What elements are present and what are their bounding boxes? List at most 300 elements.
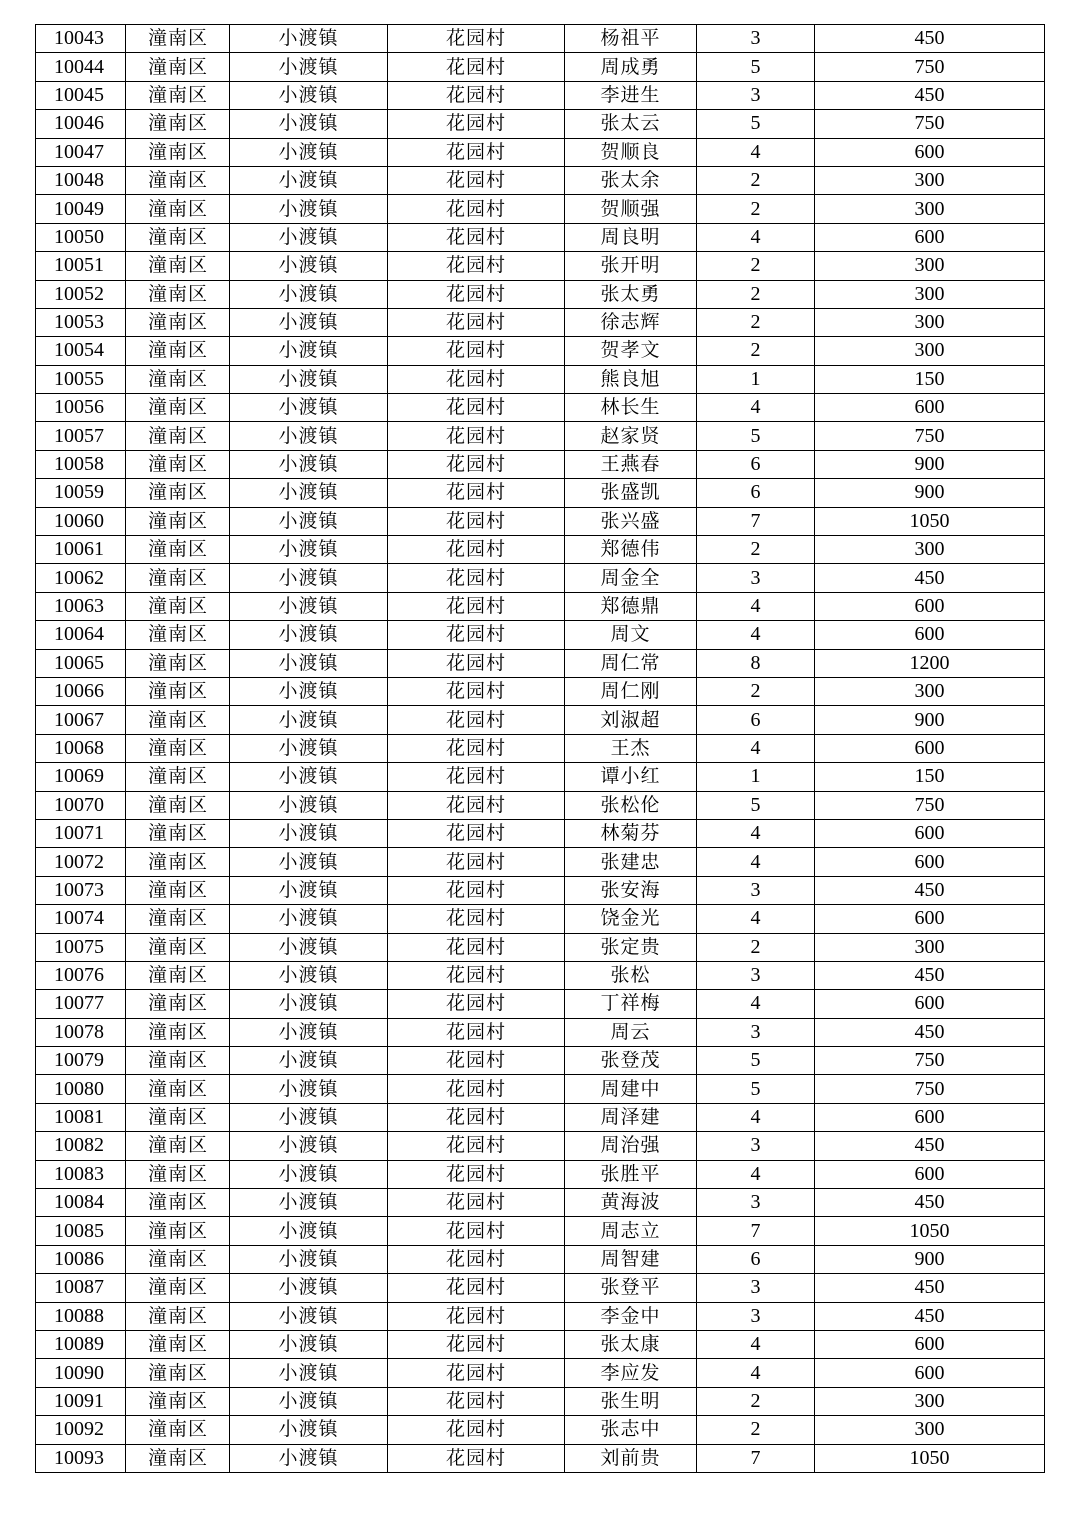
cell-people: 1	[697, 365, 815, 393]
cell-amount: 450	[815, 876, 1045, 904]
cell-amount: 600	[815, 223, 1045, 251]
cell-amount: 750	[815, 53, 1045, 81]
cell-town: 小渡镇	[230, 791, 388, 819]
cell-district: 潼南区	[126, 1274, 230, 1302]
cell-district: 潼南区	[126, 25, 230, 53]
cell-village: 花园村	[388, 81, 565, 109]
cell-amount: 450	[815, 25, 1045, 53]
cell-id: 10086	[36, 1245, 126, 1273]
cell-district: 潼南区	[126, 252, 230, 280]
cell-village: 花园村	[388, 1416, 565, 1444]
table-row	[36, 25, 1045, 53]
cell-amount: 750	[815, 1075, 1045, 1103]
cell-name: 李应发	[565, 1359, 697, 1387]
cell-village: 花园村	[388, 564, 565, 592]
table-row	[36, 819, 1045, 847]
cell-village: 花园村	[388, 990, 565, 1018]
cell-amount: 300	[815, 252, 1045, 280]
cell-people: 5	[697, 110, 815, 138]
cell-town: 小渡镇	[230, 1160, 388, 1188]
cell-town: 小渡镇	[230, 1132, 388, 1160]
cell-people: 4	[697, 138, 815, 166]
cell-people: 4	[697, 621, 815, 649]
cell-people: 6	[697, 450, 815, 478]
cell-id: 10053	[36, 308, 126, 336]
cell-amount: 600	[815, 1160, 1045, 1188]
cell-name: 杨祖平	[565, 25, 697, 53]
table-row	[36, 763, 1045, 791]
cell-amount: 450	[815, 1189, 1045, 1217]
cell-district: 潼南区	[126, 905, 230, 933]
table-row	[36, 166, 1045, 194]
cell-id: 10073	[36, 876, 126, 904]
cell-town: 小渡镇	[230, 1189, 388, 1217]
cell-people: 4	[697, 223, 815, 251]
cell-id: 10090	[36, 1359, 126, 1387]
table-row	[36, 1075, 1045, 1103]
cell-town: 小渡镇	[230, 734, 388, 762]
cell-id: 10078	[36, 1018, 126, 1046]
cell-people: 7	[697, 507, 815, 535]
cell-id: 10082	[36, 1132, 126, 1160]
cell-id: 10054	[36, 337, 126, 365]
table-row	[36, 195, 1045, 223]
cell-amount: 450	[815, 961, 1045, 989]
cell-town: 小渡镇	[230, 706, 388, 734]
cell-town: 小渡镇	[230, 564, 388, 592]
cell-people: 3	[697, 1274, 815, 1302]
cell-village: 花园村	[388, 1387, 565, 1415]
cell-village: 花园村	[388, 422, 565, 450]
table-row	[36, 564, 1045, 592]
cell-amount: 600	[815, 734, 1045, 762]
cell-id: 10069	[36, 763, 126, 791]
cell-name: 周建中	[565, 1075, 697, 1103]
cell-town: 小渡镇	[230, 1387, 388, 1415]
cell-name: 张松伦	[565, 791, 697, 819]
cell-town: 小渡镇	[230, 763, 388, 791]
cell-name: 张胜平	[565, 1160, 697, 1188]
cell-village: 花园村	[388, 25, 565, 53]
cell-district: 潼南区	[126, 819, 230, 847]
cell-town: 小渡镇	[230, 308, 388, 336]
cell-amount: 300	[815, 280, 1045, 308]
cell-village: 花园村	[388, 848, 565, 876]
cell-town: 小渡镇	[230, 252, 388, 280]
cell-town: 小渡镇	[230, 166, 388, 194]
cell-id: 10065	[36, 649, 126, 677]
cell-amount: 600	[815, 394, 1045, 422]
cell-amount: 900	[815, 450, 1045, 478]
cell-town: 小渡镇	[230, 1359, 388, 1387]
cell-town: 小渡镇	[230, 961, 388, 989]
cell-town: 小渡镇	[230, 876, 388, 904]
cell-name: 周良明	[565, 223, 697, 251]
cell-amount: 750	[815, 422, 1045, 450]
cell-people: 2	[697, 252, 815, 280]
cell-name: 张建忠	[565, 848, 697, 876]
cell-id: 10058	[36, 450, 126, 478]
cell-town: 小渡镇	[230, 507, 388, 535]
cell-village: 花园村	[388, 961, 565, 989]
cell-town: 小渡镇	[230, 819, 388, 847]
cell-district: 潼南区	[126, 1047, 230, 1075]
cell-name: 张太余	[565, 166, 697, 194]
cell-people: 3	[697, 876, 815, 904]
cell-amount: 300	[815, 337, 1045, 365]
cell-people: 7	[697, 1217, 815, 1245]
cell-village: 花园村	[388, 1359, 565, 1387]
cell-people: 4	[697, 394, 815, 422]
cell-name: 李进生	[565, 81, 697, 109]
cell-id: 10087	[36, 1274, 126, 1302]
cell-district: 潼南区	[126, 848, 230, 876]
cell-id: 10088	[36, 1302, 126, 1330]
cell-id: 10048	[36, 166, 126, 194]
cell-amount: 600	[815, 1103, 1045, 1131]
cell-town: 小渡镇	[230, 81, 388, 109]
table-row	[36, 848, 1045, 876]
cell-id: 10049	[36, 195, 126, 223]
table-row	[36, 1245, 1045, 1273]
cell-amount: 450	[815, 564, 1045, 592]
cell-id: 10077	[36, 990, 126, 1018]
table-row	[36, 621, 1045, 649]
cell-name: 张太云	[565, 110, 697, 138]
cell-id: 10050	[36, 223, 126, 251]
cell-id: 10057	[36, 422, 126, 450]
cell-town: 小渡镇	[230, 649, 388, 677]
cell-name: 周智建	[565, 1245, 697, 1273]
table-row	[36, 1330, 1045, 1358]
cell-village: 花园村	[388, 53, 565, 81]
cell-amount: 150	[815, 365, 1045, 393]
cell-id: 10079	[36, 1047, 126, 1075]
cell-people: 5	[697, 53, 815, 81]
cell-amount: 300	[815, 677, 1045, 705]
cell-name: 张安海	[565, 876, 697, 904]
cell-people: 3	[697, 961, 815, 989]
cell-name: 赵家贤	[565, 422, 697, 450]
cell-name: 贺顺良	[565, 138, 697, 166]
cell-district: 潼南区	[126, 1387, 230, 1415]
table-row	[36, 905, 1045, 933]
cell-town: 小渡镇	[230, 337, 388, 365]
table-row	[36, 450, 1045, 478]
cell-district: 潼南区	[126, 536, 230, 564]
cell-people: 3	[697, 1189, 815, 1217]
cell-village: 花园村	[388, 933, 565, 961]
cell-district: 潼南区	[126, 507, 230, 535]
cell-amount: 450	[815, 1018, 1045, 1046]
cell-town: 小渡镇	[230, 1075, 388, 1103]
cell-amount: 750	[815, 791, 1045, 819]
cell-village: 花园村	[388, 905, 565, 933]
cell-people: 2	[697, 166, 815, 194]
cell-id: 10074	[36, 905, 126, 933]
cell-name: 周金全	[565, 564, 697, 592]
cell-id: 10071	[36, 819, 126, 847]
cell-amount: 450	[815, 1302, 1045, 1330]
cell-town: 小渡镇	[230, 1047, 388, 1075]
table-row	[36, 365, 1045, 393]
cell-town: 小渡镇	[230, 1217, 388, 1245]
cell-name: 张登平	[565, 1274, 697, 1302]
cell-district: 潼南区	[126, 1359, 230, 1387]
cell-town: 小渡镇	[230, 677, 388, 705]
cell-id: 10089	[36, 1330, 126, 1358]
cell-people: 5	[697, 422, 815, 450]
table-row	[36, 422, 1045, 450]
cell-amount: 300	[815, 933, 1045, 961]
cell-people: 5	[697, 791, 815, 819]
cell-amount: 450	[815, 81, 1045, 109]
cell-district: 潼南区	[126, 479, 230, 507]
cell-town: 小渡镇	[230, 1444, 388, 1472]
cell-id: 10064	[36, 621, 126, 649]
cell-name: 郑德伟	[565, 536, 697, 564]
cell-people: 6	[697, 1245, 815, 1273]
table-row	[36, 110, 1045, 138]
cell-amount: 1200	[815, 649, 1045, 677]
cell-town: 小渡镇	[230, 53, 388, 81]
cell-amount: 300	[815, 308, 1045, 336]
cell-people: 4	[697, 905, 815, 933]
cell-town: 小渡镇	[230, 450, 388, 478]
cell-id: 10066	[36, 677, 126, 705]
cell-town: 小渡镇	[230, 195, 388, 223]
cell-people: 2	[697, 195, 815, 223]
cell-people: 3	[697, 81, 815, 109]
cell-village: 花园村	[388, 1330, 565, 1358]
cell-id: 10047	[36, 138, 126, 166]
cell-name: 周云	[565, 1018, 697, 1046]
table-row	[36, 1302, 1045, 1330]
cell-id: 10044	[36, 53, 126, 81]
cell-people: 8	[697, 649, 815, 677]
cell-amount: 750	[815, 110, 1045, 138]
cell-town: 小渡镇	[230, 110, 388, 138]
cell-town: 小渡镇	[230, 223, 388, 251]
table-row	[36, 1217, 1045, 1245]
cell-district: 潼南区	[126, 195, 230, 223]
cell-amount: 600	[815, 1330, 1045, 1358]
table-row	[36, 706, 1045, 734]
cell-amount: 750	[815, 1047, 1045, 1075]
cell-town: 小渡镇	[230, 1302, 388, 1330]
cell-village: 花园村	[388, 763, 565, 791]
cell-id: 10045	[36, 81, 126, 109]
cell-people: 6	[697, 479, 815, 507]
cell-village: 花园村	[388, 734, 565, 762]
cell-district: 潼南区	[126, 308, 230, 336]
cell-district: 潼南区	[126, 1245, 230, 1273]
cell-people: 2	[697, 308, 815, 336]
table-row	[36, 1189, 1045, 1217]
cell-people: 2	[697, 1416, 815, 1444]
cell-town: 小渡镇	[230, 25, 388, 53]
cell-id: 10072	[36, 848, 126, 876]
table-body	[36, 25, 1045, 1473]
cell-village: 花园村	[388, 536, 565, 564]
cell-id: 10056	[36, 394, 126, 422]
cell-village: 花园村	[388, 1018, 565, 1046]
cell-village: 花园村	[388, 365, 565, 393]
cell-amount: 600	[815, 819, 1045, 847]
cell-village: 花园村	[388, 677, 565, 705]
cell-id: 10059	[36, 479, 126, 507]
cell-town: 小渡镇	[230, 1274, 388, 1302]
cell-village: 花园村	[388, 791, 565, 819]
cell-name: 周治强	[565, 1132, 697, 1160]
cell-id: 10046	[36, 110, 126, 138]
cell-amount: 600	[815, 905, 1045, 933]
cell-amount: 1050	[815, 507, 1045, 535]
cell-district: 潼南区	[126, 933, 230, 961]
cell-village: 花园村	[388, 1274, 565, 1302]
cell-village: 花园村	[388, 1160, 565, 1188]
cell-id: 10068	[36, 734, 126, 762]
table-row	[36, 337, 1045, 365]
cell-name: 周成勇	[565, 53, 697, 81]
cell-name: 周志立	[565, 1217, 697, 1245]
cell-district: 潼南区	[126, 1103, 230, 1131]
cell-id: 10055	[36, 365, 126, 393]
cell-people: 2	[697, 677, 815, 705]
cell-people: 7	[697, 1444, 815, 1472]
table-row	[36, 1444, 1045, 1472]
cell-name: 刘前贵	[565, 1444, 697, 1472]
cell-village: 花园村	[388, 1245, 565, 1273]
cell-village: 花园村	[388, 706, 565, 734]
cell-district: 潼南区	[126, 677, 230, 705]
cell-district: 潼南区	[126, 1160, 230, 1188]
table-row	[36, 1160, 1045, 1188]
cell-people: 2	[697, 933, 815, 961]
cell-name: 谭小红	[565, 763, 697, 791]
cell-village: 花园村	[388, 1444, 565, 1472]
cell-name: 贺顺强	[565, 195, 697, 223]
cell-district: 潼南区	[126, 337, 230, 365]
cell-amount: 300	[815, 1387, 1045, 1415]
cell-district: 潼南区	[126, 763, 230, 791]
cell-district: 潼南区	[126, 876, 230, 904]
table-row	[36, 990, 1045, 1018]
cell-name: 黄海波	[565, 1189, 697, 1217]
cell-amount: 600	[815, 592, 1045, 620]
cell-district: 潼南区	[126, 223, 230, 251]
cell-district: 潼南区	[126, 53, 230, 81]
cell-district: 潼南区	[126, 166, 230, 194]
cell-village: 花园村	[388, 138, 565, 166]
cell-people: 2	[697, 536, 815, 564]
cell-district: 潼南区	[126, 1075, 230, 1103]
cell-people: 2	[697, 337, 815, 365]
cell-village: 花园村	[388, 507, 565, 535]
cell-district: 潼南区	[126, 450, 230, 478]
cell-name: 王燕春	[565, 450, 697, 478]
table-row	[36, 1132, 1045, 1160]
cell-district: 潼南区	[126, 280, 230, 308]
table-row	[36, 1416, 1045, 1444]
cell-district: 潼南区	[126, 1302, 230, 1330]
cell-village: 花园村	[388, 450, 565, 478]
cell-town: 小渡镇	[230, 1416, 388, 1444]
cell-id: 10076	[36, 961, 126, 989]
cell-id: 10080	[36, 1075, 126, 1103]
cell-town: 小渡镇	[230, 905, 388, 933]
cell-amount: 600	[815, 848, 1045, 876]
cell-id: 10070	[36, 791, 126, 819]
table-row	[36, 1047, 1045, 1075]
table-row	[36, 1359, 1045, 1387]
table-row	[36, 649, 1045, 677]
cell-town: 小渡镇	[230, 592, 388, 620]
cell-village: 花园村	[388, 337, 565, 365]
cell-id: 10083	[36, 1160, 126, 1188]
cell-id: 10062	[36, 564, 126, 592]
cell-id: 10081	[36, 1103, 126, 1131]
cell-district: 潼南区	[126, 110, 230, 138]
cell-village: 花园村	[388, 252, 565, 280]
cell-amount: 900	[815, 1245, 1045, 1273]
cell-village: 花园村	[388, 166, 565, 194]
cell-village: 花园村	[388, 195, 565, 223]
cell-amount: 450	[815, 1132, 1045, 1160]
table-row	[36, 53, 1045, 81]
cell-town: 小渡镇	[230, 280, 388, 308]
cell-amount: 450	[815, 1274, 1045, 1302]
cell-name: 张太勇	[565, 280, 697, 308]
table-row	[36, 138, 1045, 166]
cell-amount: 600	[815, 138, 1045, 166]
cell-town: 小渡镇	[230, 1330, 388, 1358]
cell-name: 刘淑超	[565, 706, 697, 734]
cell-name: 张盛凯	[565, 479, 697, 507]
cell-village: 花园村	[388, 1217, 565, 1245]
cell-district: 潼南区	[126, 961, 230, 989]
cell-district: 潼南区	[126, 422, 230, 450]
cell-people: 4	[697, 734, 815, 762]
cell-town: 小渡镇	[230, 365, 388, 393]
table-row	[36, 479, 1045, 507]
cell-amount: 300	[815, 195, 1045, 223]
cell-village: 花园村	[388, 1103, 565, 1131]
table-row	[36, 961, 1045, 989]
table-row	[36, 1387, 1045, 1415]
cell-village: 花园村	[388, 621, 565, 649]
table-row	[36, 536, 1045, 564]
cell-village: 花园村	[388, 819, 565, 847]
cell-town: 小渡镇	[230, 479, 388, 507]
table-row	[36, 1274, 1045, 1302]
table-row	[36, 507, 1045, 535]
cell-name: 张定贵	[565, 933, 697, 961]
cell-amount: 900	[815, 479, 1045, 507]
cell-town: 小渡镇	[230, 848, 388, 876]
cell-name: 周文	[565, 621, 697, 649]
cell-id: 10043	[36, 25, 126, 53]
table-row	[36, 1018, 1045, 1046]
cell-village: 花园村	[388, 1302, 565, 1330]
cell-village: 花园村	[388, 1047, 565, 1075]
table-row	[36, 677, 1045, 705]
cell-village: 花园村	[388, 110, 565, 138]
data-table	[35, 24, 1045, 1473]
cell-town: 小渡镇	[230, 394, 388, 422]
cell-town: 小渡镇	[230, 536, 388, 564]
cell-amount: 1050	[815, 1217, 1045, 1245]
